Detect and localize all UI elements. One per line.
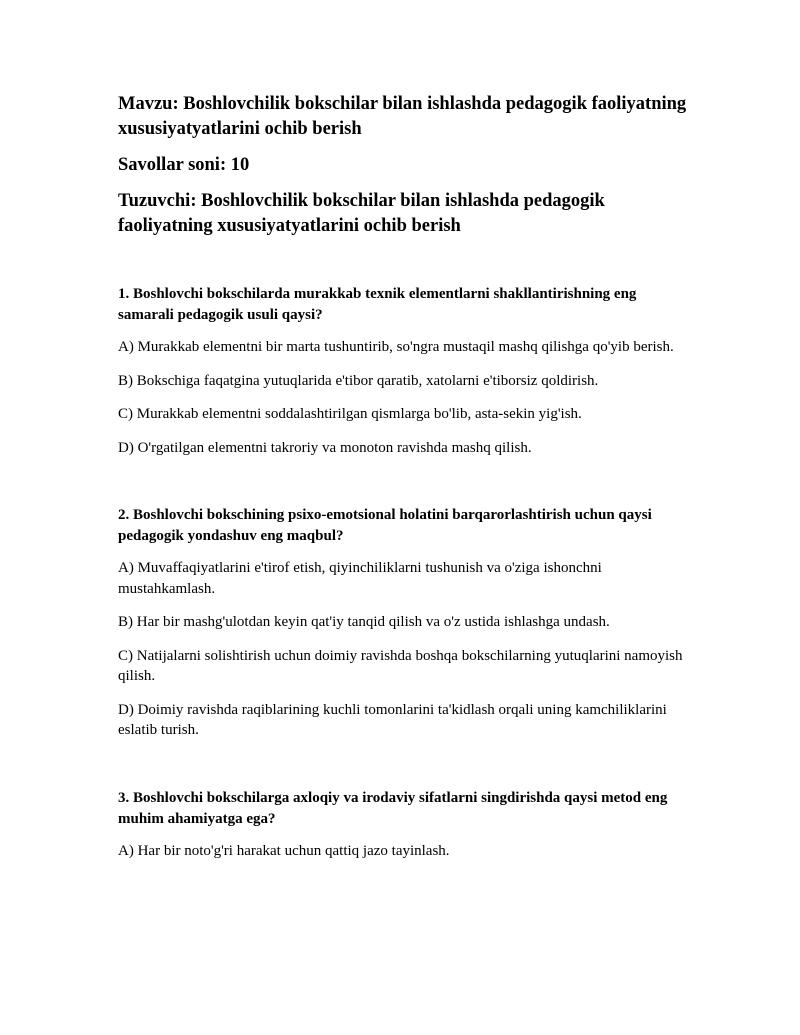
option-a: A) Murakkab elementni bir marta tushuntirib, so'ngra mustaqil mashq qilishga qo'yib berish. [118, 339, 674, 355]
topic-heading: Mavzu: Boshlovchilik bokschilar bilan ishlashda pedagogik faoliyatning xususiyatyatlarini ochib berish [118, 94, 687, 139]
question-text: 2. Boshlovchi bokschining psixo-emotsional holatini barqarorlashtirish uchun qaysi pedagogik yondashuv eng maqbul? [118, 507, 652, 544]
question-text: 3. Boshlovchi bokschilarga axloqiy va irodaviy sifatlarni singdirishda qaysi metod eng muhim ahamiyatga ega? [118, 789, 668, 827]
option-d: D) O'rgatilgan elementni takroriy va monoton ravishda mashq qilish. [118, 439, 532, 456]
question-1 [118, 284, 688, 458]
author-heading: Tuzuvchi: Boshlovchilik bokschilar bilan ishlashda pedagogik faoliyatning xususiyatyatlarini ochib berish [118, 191, 605, 236]
option-c: C) Murakkab elementni soddalashtirilgan qismlarga bo'lib, asta-sekin yig'ish. [118, 406, 582, 422]
option-a: A) Muvaffaqiyatlarini e'tirof etish, qiyinchiliklarni tushunish va o'ziga ishonchni mustahkamlash. [118, 560, 602, 597]
option-b: B) Har bir mashg'ulotdan keyin qat'iy tanqid qilish va o'z ustida ishlashga undash. [118, 614, 610, 630]
option-a: A) Har bir noto'g'ri harakat uchun qattiq jazo tayinlash. [118, 842, 450, 859]
option-b: B) Bokschiga faqatgina yutuqlarida e'tibor qaratib, xatolarni e'tiborsiz qoldirish. [118, 372, 599, 389]
question-2 [118, 505, 688, 741]
option-c: C) Natijalarni solishtirish uchun doimiy ravishda boshqa bokschilarning yutuqlarini namoyish qilish. [118, 647, 683, 684]
question-3 [118, 788, 688, 862]
question-text: 1. Boshlovchi bokschilarda murakkab texnik elementlarni shakllantirishning eng samarali pedagogik usuli qaysi? [118, 286, 637, 323]
document-page [118, 92, 688, 874]
question-count: Savollar soni: 10 [118, 155, 250, 175]
option-d: D) Doimiy ravishda raqiblarining kuchli tomonlarini ta'kidlash orqali uning kamchiliklarini eslatib turish. [118, 701, 667, 738]
